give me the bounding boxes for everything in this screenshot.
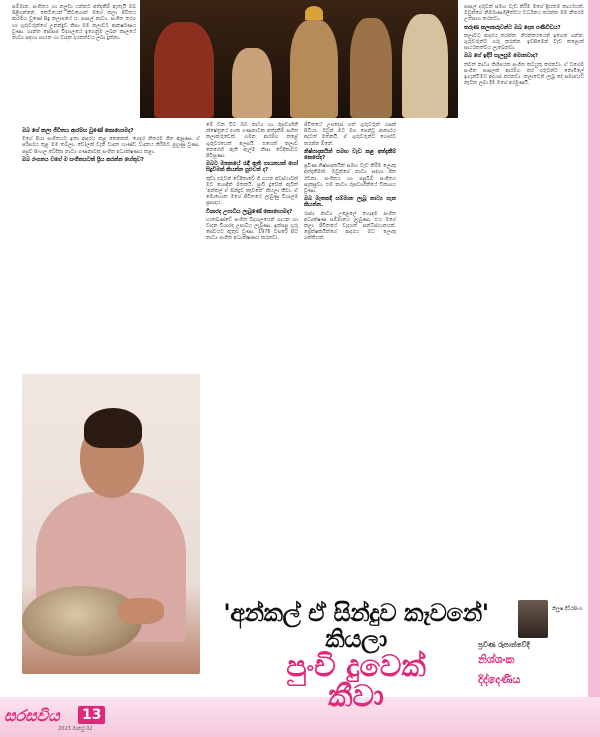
column-text: මගේ පියා සංගීතයට ඉතා ආදරය කළ කෙනෙක්. ගෙදර නිතරම ගීත ඇසුණා. ඒ පරිසරය තුළ මම තබ්ලා, ඩෝලක් වැනි වාදන භාණ්ඩ වාදනය කිරීමට පුහුණු වුණා. පසුව සිංහල වේදිකා නාට්‍ය ගණනාවක සංගීත අධ්‍යක්ෂණය කළා. [22, 136, 200, 155]
stage-performance-photo [140, 0, 458, 118]
crown-icon [305, 6, 323, 20]
magazine-logo: සරසවිය [4, 706, 60, 725]
performer-figure [402, 14, 448, 118]
portrait-hand [118, 598, 164, 624]
headline-line-3: පුංචි දුවෙක් [286, 649, 426, 684]
headline-line-2: කියලා [325, 625, 387, 653]
article-column-2 [206, 122, 298, 242]
performer-figure [290, 20, 338, 118]
headline-line-1: 'අන්කල් ඒ සින්දුව කෑවනේ' [223, 599, 489, 627]
byline-name: නිශ්ශංක [478, 653, 515, 666]
article-column-1b [22, 126, 200, 165]
interview-question: ඔබ ගේ කලා ජීවිතය ආරම්භ වුණේ කොහොමද? [22, 128, 134, 134]
issue-date: 2023 මාර්තු 02 [58, 726, 93, 732]
byline-title: ප්‍රවීණ රූපාන්වේදී [478, 641, 530, 649]
column-text: ප්‍රවීණ නිෂ්පාදකයින් සමඟ වැඩ කිරීම ලොකු අත්දැකීමක්. ඔවුන්ගේ නාට්‍ය සඳහා ගීත රචනා, සංගීතය හා පසුබිම් සංගීතය සැකසුවා. එම නාට්‍ය රූපවාහිනියේ විකාශය වුණා. [304, 163, 396, 195]
interview-question: ඔබ මෑතකදී සම්මාන ලැබූ නාට්‍ය ගැන කියන්න. [304, 196, 396, 209]
interview-question: නිෂ්පාදකයින් සමඟ වැඩ කළ අත්දැකීම් කෙසේද? [304, 148, 396, 162]
interview-question: ඔබ ගේ ඉදිරි සැලසුම් මොනවාද? [464, 53, 539, 60]
column-text: ජීවිතයේ උපදෙස් ගත් ගුරුවරුන් රැසක් සිටියා. ඔවුන් මට මග පෙන්වූ ආකාරය අදටත් මතකයි. ඒ ගුරුවරුන්ට ගෞරව කරන්න ඕනේ. [304, 122, 396, 147]
interview-question: ඔබට මතකයේ රැඳී ඇති ගායනයක් හෝ සිදුවීමක් කියන්න පුළුවන් ද? [206, 161, 298, 174]
page-number: 13 [78, 706, 105, 724]
column-text: සම්මාන, සංගීතය හා නලුවා යන්නට අත්දැකීම් ඇතැයි ඔබ පිළිගන්නේ. කෙටියෙන් කිවහොත් මගේ කලා ජීවිතය ආරම්භ වුණේ සිඳු කලාපයේ ය. පාසල් නාට්‍ය, සංගීත තරග හා ගුරුවරුන්ගේ උනන්දුව නිසා මම කලාවට ආකර්ෂණය වුණා. ශාන්ත ජෝසප් විද්‍යාලයේ ඉගෙනුම ලබන කාලයේ නාට්‍ය සඳහා ගායන හා වාදන දායකත්වය ලබා දුන්නා. [12, 4, 136, 42]
interview-question: තරුණ කලාකරුවන්ට ඔබ දෙන පණිවිඩය? [464, 24, 561, 31]
column-text: මේ වන විට ඔබ නාට්‍ය හා රූපවාහිනී ක්ෂේත්‍රයේ දශක ගණනාවක අත්දැකීම් සහිත කලාකරුවෙක්. ගමන ආරම්භ කළේ ගුරුවරයෙක් ලෙසයි. එහෙත් කලාව කෙරෙහි ඇති ඇල්ම නිසා වේදිකාවට පිවිසුණා. [206, 122, 298, 160]
column-text: පාසල් දරුවන් සමඟ වැඩ කිරීම මගේ ප්‍රියතම කාර්යයක්. ඔවුන්ගේ නිර්මාණශීලීත්වය වර්ධනය කරන්න මම නිතරම උත්සාහ කරනවා. [464, 4, 584, 23]
page-edge-strip [588, 0, 600, 737]
headline [206, 600, 506, 712]
performer-figure [154, 22, 214, 118]
artist-portrait-photo [22, 374, 200, 674]
article-column-4 [464, 4, 584, 86]
performer-figure [350, 18, 392, 118]
interview-question: විශාරද උපාධිය ලැබුණේ කොහොමද? [206, 208, 293, 215]
author-name: නිලූෂ දිව්රසිංහ [552, 606, 583, 612]
column-text: තවත් නාට්‍ය කිහිපයක සංගීත කටයුතු කරනවා. ඒ වගේම සංගීත පාසලක් ආරම්භ කර දරුවන්ට නොමිලේ ඉගැන්වීමට අදහස් කරනවා. කලාවෙන් ලැබූ දේ සමාජයට නැවත ලබා දීම මගේ අරමුණයි. [464, 61, 584, 87]
column-text: භාතඛණ්ඩේ සංගීත විද්‍යාලයෙන් ගායන හා වාදන විශාරද උපාධිය ලැබුණා. ඉන්පසු ගුරු සේවයට ඇතුළු වුණා. 1976 වසරේ සිට නාට්‍ය සංගීත අධ්‍යක්ෂණය කරනවා. [206, 216, 298, 242]
headline-line-4: කීවා [328, 679, 384, 714]
interview-question: ඔබ රංගනය වගේ ම සංගීතයටත් ප්‍රිය කරන්න හේතුව? [22, 156, 144, 163]
byline-surname: දිද්දෙණිය [478, 673, 521, 686]
portrait-hair [84, 408, 142, 448]
article-column-1 [12, 4, 136, 41]
column-text: කුඩා දරුවන් වේදිකාවේ ගී ගයන අවස්ථාවක් මට හොඳින් මතකයි. පුංචි දුවෙක් ඇවිත් 'අන්කල් ඒ සින්දුව කෑවනේ' කියලා කීවා. ඒ මොහොත මගේ ජීවිතයේ ලැබුණු විශාලම ප්‍රසාදය. [206, 175, 298, 207]
article-column-3 [304, 122, 396, 242]
author-avatar [518, 600, 548, 638]
performer-figure [232, 48, 272, 118]
byline [478, 640, 588, 690]
column-text: කලාවට ආදරය කරන්න. නිරන්තරයෙන් ඉගෙන ගන්න. ගුරුවරුන්ට ගරු කරන්න. ඉවසීමෙන් වැඩ කළොත් සාර්ථකත්වය ලැබෙනවා. [464, 32, 584, 52]
column-text: රාජ්‍ය නාට්‍ය උළෙලේ හොඳම සංගීත අධ්‍යක්ෂණ සම්මානය ලැබුණා. එය මගේ කලා ජීවිතයේ වැදගත් සන්ධිස්ථානයක්. ප්‍රේක්ෂකයින්ගේ ආදරය මට ලොකු ශක්තියක්. [304, 210, 396, 242]
